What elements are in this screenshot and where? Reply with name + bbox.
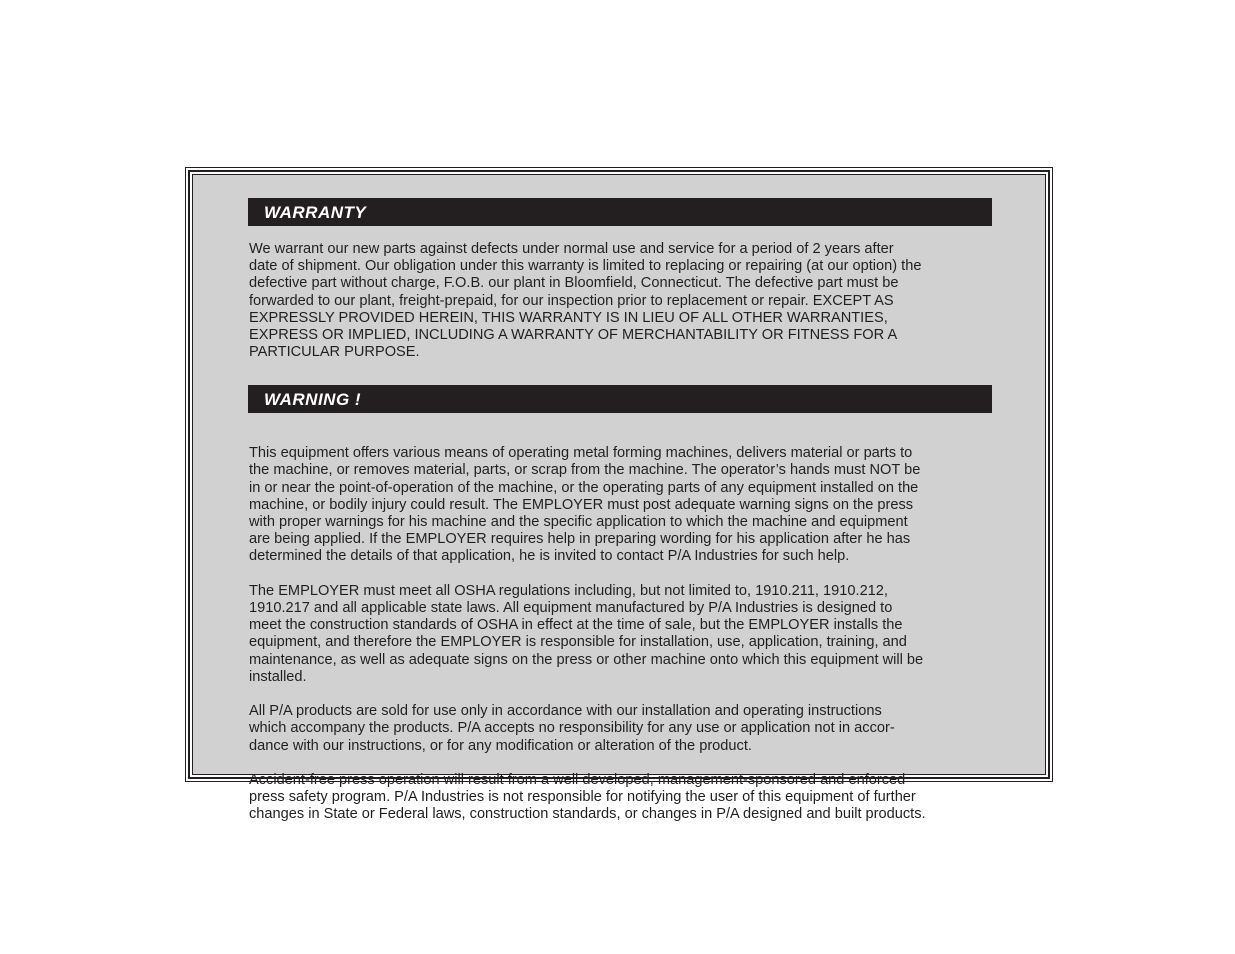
warranty-section	[248, 198, 992, 361]
warning-paragraph-safety-program: Accident-free press operation will result from a well developed, management-sponsored and enforced press safety program. P/A Industries is not responsible for notifying the user of this equipment of further changes in State or Federal laws, construction standards, or changes in P/A designed and built products.	[249, 772, 926, 823]
warning-paragraph-hands: This equipment offers various means of operating metal forming machines, delivers material or parts to the machine, or removes material, parts, or scrap from the machine. The operator’s hands must NOT be in or near the point-of-operation of the machine, or the operating parts of any equipment installed on the machine, or bodily injury could result. The EMPLOYER must post adequate warning signs on the press with proper warnings for his machine and the specific application to which the machine and equipment are being applied. If the EMPLOYER requires help in preparing wording for his application after he has determined the details of that application, he is invited to contact P/A Industries for such help.	[249, 445, 921, 565]
warning-paragraph-instructions: All P/A products are sold for use only in accordance with our installation and operating instructions which accompany the products. P/A accepts no responsibility for any use or application not in accor- dance with our instructions, or for any modification or alteration of the product.	[249, 703, 895, 754]
warning-heading: WARNING !	[248, 385, 992, 413]
warning-paragraph-osha: The EMPLOYER must meet all OSHA regulations including, but not limited to, 1910.211, 1910.212, 1910.217 and all applicable state laws. All equipment manufactured by P/A Industries is designed to meet the construction standards of OSHA in effect at the time of sale, but the EMPLOYER installs the equipment, and therefore the EMPLOYER is responsible for installation, use, application, training, and maintenance, as well as adequate signs on the press or other machine onto which this equipment will be installed.	[249, 582, 924, 685]
warning-body	[248, 428, 992, 841]
warranty-heading: WARRANTY	[248, 198, 992, 226]
warning-section	[248, 385, 992, 841]
warranty-paragraph: We warrant our new parts against defects under normal use and service for a period of 2 years after date of shipment. Our obligation under this warranty is limited to replacing or repairing (at our option) the defective part without charge, F.O.B. our plant in Bloomfield, Connecticut. The defective part must be forwarded to our plant, freight-prepaid, for our inspection prior to replacement or repair. EXCEPT AS EXPRESSLY PROVIDED HEREIN, THIS WARRANTY IS IN LIEU OF ALL OTHER WARRANTIES, EXPRESS OR IMPLIED, INCLUDING A WARRANTY OF MERCHANTABILITY OR FITNESS FOR A PARTICULAR PURPOSE.	[249, 241, 922, 361]
